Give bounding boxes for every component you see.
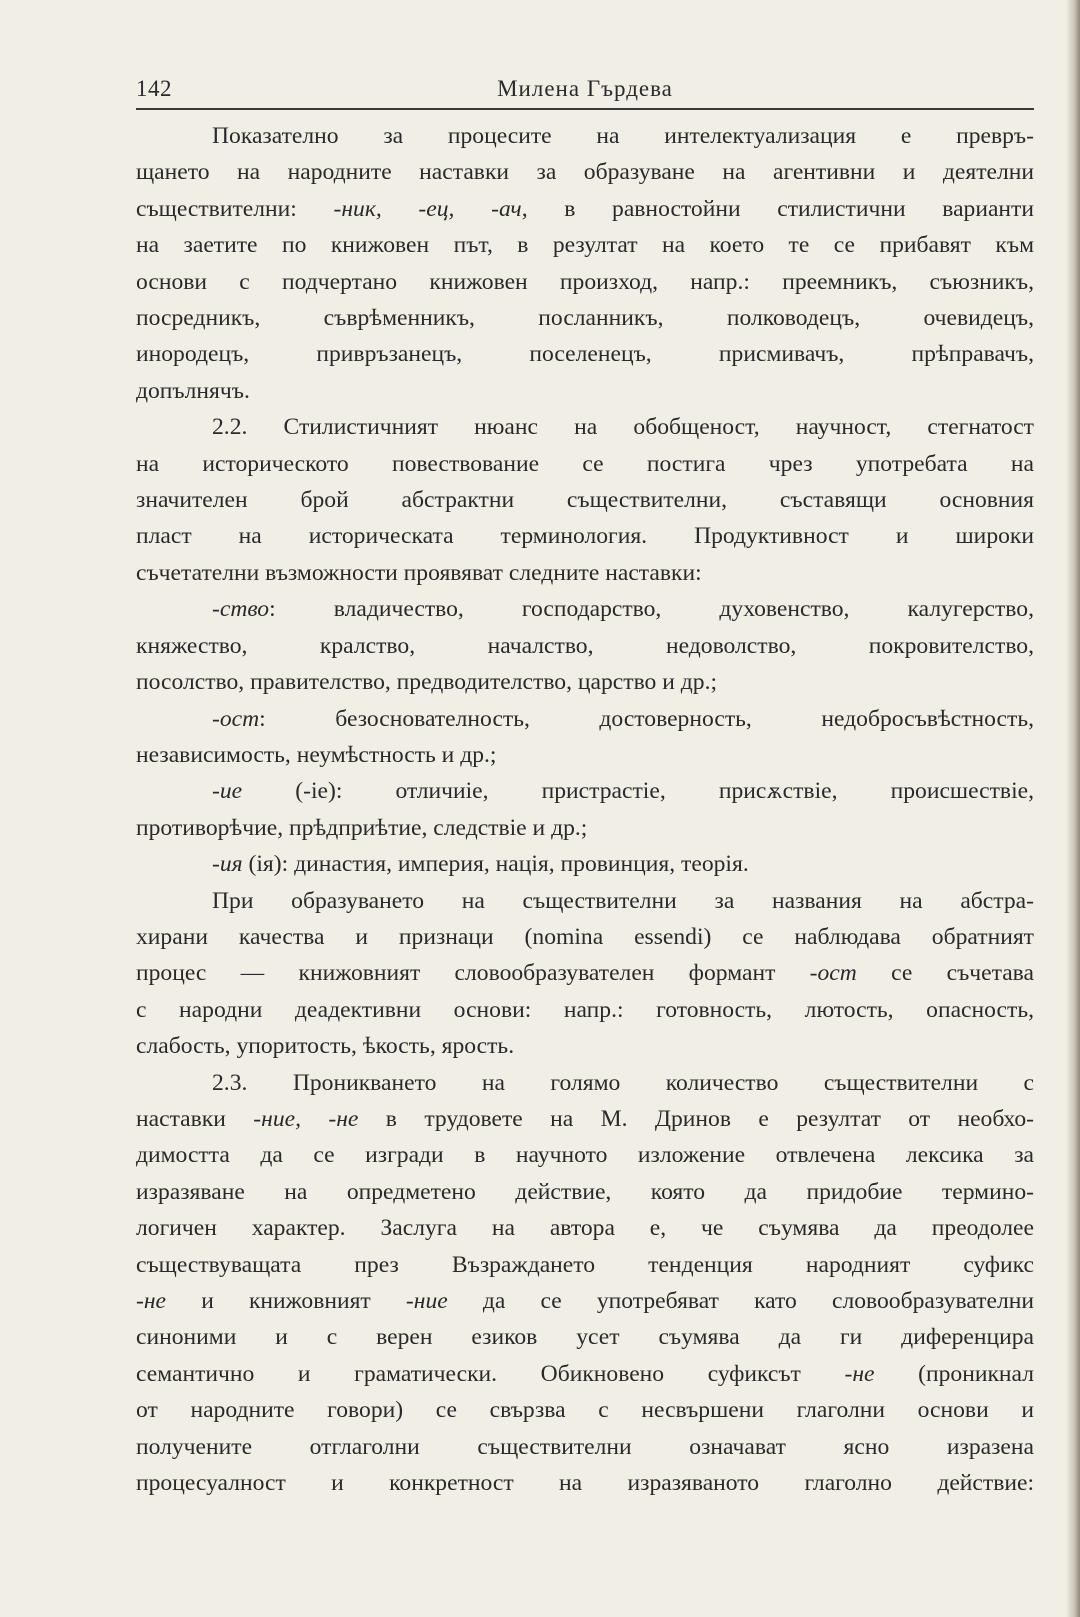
text-line bbox=[136, 336, 1034, 372]
text-line bbox=[136, 1137, 1034, 1173]
text-run: , в равностойни стилистични варианти bbox=[521, 195, 1034, 222]
text-line bbox=[136, 591, 1034, 627]
text-line bbox=[136, 628, 1034, 664]
text-line bbox=[136, 555, 1034, 591]
text-run: (проникнал bbox=[874, 1360, 1034, 1387]
running-head-author: Милена Гърдева bbox=[497, 76, 673, 101]
text-line bbox=[136, 446, 1034, 482]
text-run: на историческото повествование се постига чрез употребата на bbox=[136, 450, 1034, 477]
text-run: съществителни: bbox=[136, 195, 334, 222]
text-line bbox=[136, 955, 1034, 991]
italic-suffix: -не bbox=[136, 1288, 167, 1314]
text-run: изразяване на опредметено действие, която да придобие термино- bbox=[136, 1178, 1034, 1205]
text-run: получените отглаголни съществителни означават ясно изразена bbox=[136, 1433, 1034, 1460]
text-run: значителен брой абстрактни съществителни, съставящи основния bbox=[136, 487, 1034, 514]
text-line bbox=[136, 1210, 1034, 1246]
page-header bbox=[136, 74, 1034, 110]
body-text bbox=[136, 118, 1034, 1501]
text-run: се съчетава bbox=[856, 960, 1034, 987]
text-line bbox=[136, 1028, 1034, 1064]
text-run: посредникъ, съврѣменникъ, посланникъ, полководецъ, очевидецъ, bbox=[136, 305, 1034, 332]
text-line bbox=[136, 118, 1034, 154]
text-run: хирани качества и признаци (nomina essendi) се наблюдава обратният bbox=[136, 923, 1034, 950]
text-run: (ія): династия, империя, нація, провинция, теорія. bbox=[242, 851, 749, 878]
text-line bbox=[136, 1356, 1034, 1392]
text-run: и книжовният bbox=[166, 1288, 406, 1314]
text-line bbox=[136, 701, 1034, 737]
text-line bbox=[136, 1283, 1034, 1319]
text-run: на заетите по книжовен път, в резултат на което те се прибавят към bbox=[136, 232, 1034, 259]
text-run: слабость, упоритость, ѣкость, ярость. bbox=[136, 1033, 515, 1060]
text-line bbox=[136, 883, 1034, 919]
text-run: : безоснователность, достоверность, недобросъвѣстность, bbox=[259, 705, 1034, 732]
text-run: съчетателни възможности проявяват следните наставки: bbox=[136, 559, 702, 586]
text-run: димостта да се изгради в научното изложение отвлечена лексика за bbox=[136, 1142, 1034, 1169]
text-run: 2.3. Проникването на голямо количество съществителни с bbox=[212, 1069, 1034, 1096]
text-line bbox=[136, 409, 1034, 445]
italic-suffix: -ост bbox=[809, 960, 857, 987]
text-run: противорѣчие, прѣдприѣтие, следствіе и др.; bbox=[136, 814, 588, 841]
text-run: пласт на историческата терминология. Продуктивност и широки bbox=[136, 523, 1034, 550]
text-run: посолство, правителство, предводителство, царство и др.; bbox=[136, 669, 718, 696]
italic-suffix: -не bbox=[844, 1360, 875, 1387]
text-run: 2.2. Стилистичният нюанс на обобщеност, научност, стегнатост bbox=[212, 414, 1034, 441]
text-line bbox=[136, 482, 1034, 518]
text-line bbox=[136, 154, 1034, 190]
text-line bbox=[136, 919, 1034, 955]
text-run: основи с подчертано книжовен произход, напр.: преемникъ, съюзникъ, bbox=[136, 268, 1034, 295]
text-line bbox=[136, 373, 1034, 409]
text-line bbox=[136, 846, 1034, 882]
italic-suffix: -ник, -ец, -ач bbox=[333, 195, 522, 222]
italic-suffix: -ия bbox=[212, 851, 243, 878]
text-run: съществуващата през Възраждането тенденция народният суфикс bbox=[136, 1251, 1034, 1278]
text-run: независимость, неумѣстность и др.; bbox=[136, 741, 497, 768]
text-run: (-іе): отличиіе, пристрастіе, присѫствіе, происшествіе, bbox=[242, 778, 1034, 805]
text-line bbox=[136, 664, 1034, 700]
text-line bbox=[136, 1065, 1034, 1101]
italic-suffix: -ние, -не bbox=[253, 1105, 359, 1132]
text-run: княжество, кралство, началство, недоволство, покровителство, bbox=[136, 632, 1034, 659]
text-line bbox=[136, 1247, 1034, 1283]
text-line bbox=[136, 773, 1034, 809]
text-line bbox=[136, 1392, 1034, 1428]
text-run: от народните говори) се свързва с несвършени глаголни основи и bbox=[136, 1397, 1034, 1424]
italic-suffix: -ост bbox=[212, 705, 260, 732]
text-line bbox=[136, 264, 1034, 300]
text-run: с народни деадективни основи: напр.: готовность, лютость, опасность, bbox=[136, 996, 1034, 1023]
text-run: допълнячъ. bbox=[136, 377, 250, 404]
text-run: щането на народните наставки за образуване на агентивни и деятелни bbox=[136, 159, 1034, 186]
italic-suffix: -ние bbox=[405, 1288, 448, 1314]
text-line bbox=[136, 737, 1034, 773]
text-run: семантично и граматически. Обикновено суфиксът bbox=[136, 1360, 845, 1387]
text-line bbox=[136, 300, 1034, 336]
page-number: 142 bbox=[136, 76, 172, 101]
italic-suffix: -ие bbox=[212, 778, 243, 805]
text-run: процесуалност и конкретност на изразяваното глаголно действие: bbox=[136, 1470, 1034, 1497]
text-line bbox=[136, 992, 1034, 1028]
text-line bbox=[136, 1101, 1034, 1137]
text-run: да се употребяват като словообразувателни bbox=[447, 1288, 1034, 1314]
book-spine-shadow bbox=[1066, 0, 1080, 1617]
text-line bbox=[136, 227, 1034, 263]
text-run: : владичество, господарство, духовенство, калугерство, bbox=[269, 596, 1034, 623]
text-run: наставки bbox=[136, 1105, 254, 1132]
text-line bbox=[136, 1465, 1034, 1501]
text-run: синоними и с верен езиков усет съумява да ги диференцира bbox=[136, 1324, 1034, 1351]
text-line bbox=[136, 1319, 1034, 1355]
text-run: Показателно за процесите на интелектуализация е превръ- bbox=[212, 123, 1034, 149]
text-run: в трудовете на М. Дринов е резултат от необхо- bbox=[358, 1105, 1034, 1132]
text-run: процес — книжовният словообразувателен формант bbox=[136, 960, 810, 987]
italic-suffix: -ство bbox=[212, 596, 270, 623]
text-line bbox=[136, 191, 1034, 227]
text-line bbox=[136, 518, 1034, 554]
text-run: логичен характер. Заслуга на автора е, че съумява да преодолее bbox=[136, 1215, 1034, 1242]
text-run: инородецъ, привръзанецъ, поселенецъ, присмивачъ, прѣправачъ, bbox=[136, 341, 1034, 368]
text-line bbox=[136, 1429, 1034, 1465]
text-run: При образуването на съществителни за названия на абстра- bbox=[212, 887, 1034, 914]
text-line bbox=[136, 810, 1034, 846]
text-line bbox=[136, 1174, 1034, 1210]
